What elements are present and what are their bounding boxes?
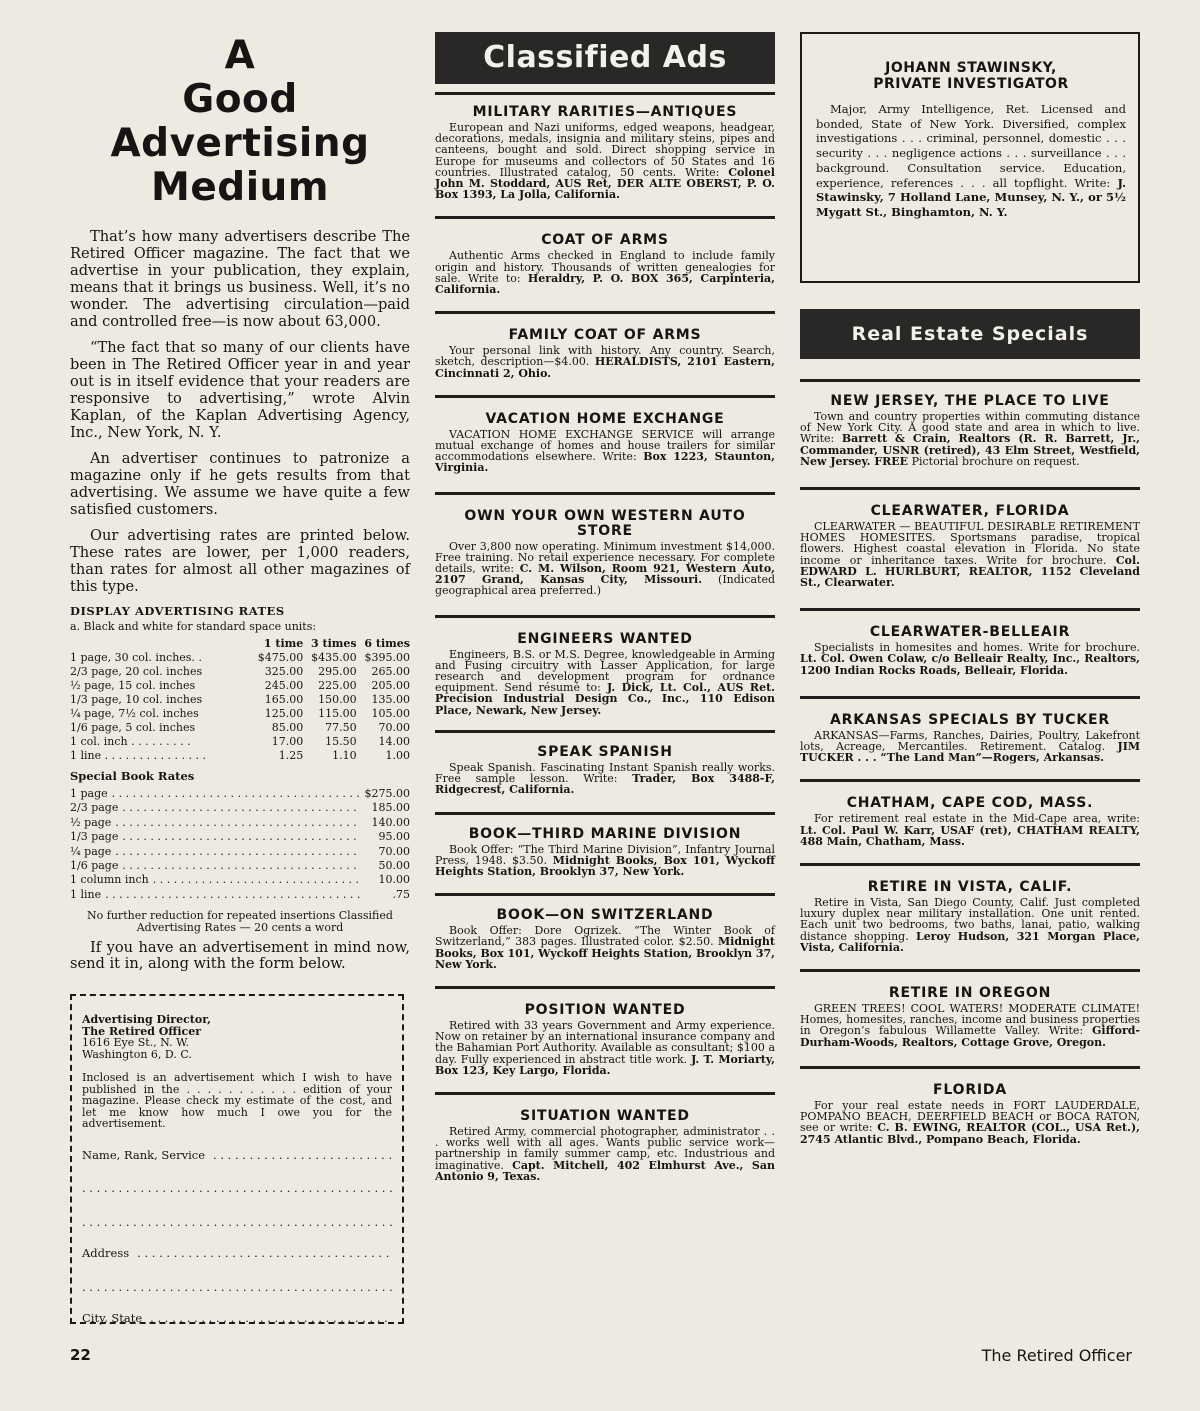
ad-body [435,925,775,970]
rates-cell: 295.00 [318,665,357,678]
ad-contact: Midnight Books, Box 101, Wyckoff Heights Station, Brooklyn 37, New York. [435,853,775,878]
rates-header: 6 times [364,637,410,650]
divider [800,969,1140,972]
classified-ad [800,504,1140,588]
rates-cell: 245.00 [264,679,304,692]
special-rate-value: 95.00 [378,830,410,844]
real-estate-ads-list [800,379,1140,1145]
real-estate-banner: Real Estate Specials [800,309,1140,359]
special-rate-label: 1 column inch [70,873,149,887]
rates-row [70,679,410,693]
divider [435,812,775,815]
rates-row-label: 1 col. inch . . . . . . . . . [70,735,191,748]
special-rates-heading: Special Book Rates [70,769,195,783]
rates-row-label: ½ page, 15 col. inches [70,679,196,692]
ad-contact: JIM TUCKER . . . “The Land Man”—Rogers, Arkansas. [800,740,1141,765]
classified-ad [800,796,1140,847]
classified-ad [435,1109,775,1182]
rates-subheading: a. Black and white for standard space units: [70,620,317,633]
headline [70,34,410,210]
rates-header-row [70,637,410,651]
ad-body [800,521,1140,588]
rates-cell: 265.00 [371,665,410,678]
city-state-label: City, State [82,1311,143,1325]
rates-row-label: 1/3 page, 10 col. inches [70,693,203,706]
ad-body [800,813,1140,847]
ad-contact: Lt. Col. Owen Colaw, c/o Belleair Realty, Inc., Realtors, 1200 Indian Rocks Roads, Belleair, Florida. [800,652,1140,677]
classified-ad [435,1003,775,1076]
headline-line: Advertising [110,121,370,166]
ad-body [435,250,775,295]
ad-contact: Box 1223, Staunton, Virginia. [435,450,775,475]
ad-body [800,642,1140,676]
classified-ad [800,986,1140,1048]
rates-cell: 165.00 [264,693,304,706]
divider [800,779,1140,782]
special-rate-label: 2/3 page [70,801,119,815]
ad-body [435,122,775,200]
ad-title: ENGINEERS WANTED [517,630,693,647]
rates-row [70,721,410,735]
ad-title: CLEARWATER-BELLEAIR [869,624,1071,641]
ad-text: Retired with 33 years Government and Army experience. Now on retainer by an international insurance company and the Bahamian Port Authority. Available as consultant; $100 a day. Fully experienced in abstract title work. [435,1018,775,1066]
rates-row-label: 1 page, 30 col. inches. . [70,651,202,664]
special-rate-value: 70.00 [378,844,410,858]
ad-text: Authentic Arms checked in England to include family origin and history. Thousands of written genealogies for sale. Write to: [435,249,775,285]
ad-contact: Barrett & Crain, Realtors (R. R. Barrett, Jr., Commander, USNR (retired), 43 Elm Street, Westfield, New Jersey. FREE [800,432,1140,468]
ad-title: FLORIDA [933,1081,1007,1098]
classified-ad [435,509,775,597]
special-rate-value: .75 [392,887,410,901]
blank-line[interactable] [82,1183,392,1195]
rates-cell: 14.00 [378,735,410,748]
classified-ad [435,328,775,379]
rates-row [70,735,410,749]
intro-paragraph: That’s how many advertisers describe The Retired Officer magazine. The fact that we advertise in your publication, they explain, means that it brings us business. Well, it’s no wonder. The advertising circulation—paid and controlled free—is now about 63,000. [70,228,410,330]
classified-ad [435,908,775,970]
form-address-line: The Retired Officer [82,1024,202,1038]
classified-ad [435,412,775,474]
address-field-label: Address [82,1246,130,1260]
rates-cell: 205.00 [371,679,410,692]
investigator-title [816,60,1126,92]
rates-cell: $475.00 [257,651,304,664]
ad-body [435,429,775,474]
ad-text: ARKANSAS—Farms, Ranches, Dairies, Poultry, Lakefront lots, Acreage, Mercantiles. Retirement. Catalog. [800,728,1140,754]
divider [435,615,775,618]
headline-line: Medium [151,165,329,210]
rates-heading: DISPLAY ADVERTISING RATES [70,604,285,618]
ad-contact: Lt. Col. Paul W. Karr, USAF (ret), CHATHAM REALTY, 488 Main, Chatham, Mass. [800,823,1140,848]
ad-body [435,541,775,597]
ad-text: Over 3,800 now operating. Minimum investment $14,000. Free training. No retail experience necessary. For complete details, write: [435,539,775,576]
ad-contact: HERALDISTS, 2101 Eastern, Cincinnati 2, Ohio. [435,355,775,380]
rates-cell: 15.50 [325,735,357,748]
special-rate-value: 10.00 [378,873,410,887]
ad-contact: C. M. Wilson, Room 921, Western Auto, 2107 Grand, Kansas City, Missouri. [435,562,776,587]
ad-contact: J. Dick, Lt. Col., AUS Ret. Precision Industrial Design Co., Inc., 110 Edison Place, Newark, New Jersey. [435,681,775,717]
ad-contact: Trader, Box 3488-F, Ridgecrest, California. [435,772,776,797]
classified-ad [435,827,775,878]
ad-title: ARKANSAS SPECIALS BY TUCKER [830,711,1110,728]
rates-cell: 77.50 [325,721,357,734]
classified-ad [435,745,775,796]
divider [435,92,775,95]
ad-body [435,345,775,379]
ad-text: Your personal link with history. Any country. Search, sketch, description—$4.00. [435,344,775,369]
rates-cell: 1.10 [332,749,357,762]
ad-text: Retired Army, commercial photographer, administrator . . . works well with all ages. Wants public service work—partnership in family summer camp, etc. Industrious and imaginative. [435,1124,775,1172]
special-rates-list [70,787,410,902]
headline-line: Good [182,77,298,122]
address-field[interactable] [82,1248,392,1260]
special-rate-value: 140.00 [371,815,410,829]
ad-tail: (Indicated geographical area preferred.) [435,573,776,598]
special-rate-label: 1 line [70,887,102,901]
ad-body [800,897,1140,953]
classified-ad [800,880,1140,953]
divider [435,893,775,896]
special-rate-value: 185.00 [371,801,410,815]
ad-contact: C. B. EWING, REALTOR (COL., USA Ret.), 2745 Atlantic Blvd., Pompano Beach, Florida. [800,1121,1141,1146]
classified-ad [800,625,1140,676]
ad-contact: Capt. Mitchell, 402 Elmhurst Ave., San Antonio 9, Texas. [435,1158,775,1183]
divider [435,730,775,733]
ad-text: Town and country properties within commuting distance of New York City. A good state and area in which to live. Write: [800,410,1140,446]
ad-body [435,844,775,878]
intro-paragraph: An advertiser continues to patronize a magazine only if he gets results from that advertising. We assume we have quite a few satisfied customers. [70,450,410,518]
ad-contact: Heraldry, P. O. BOX 365, Carpinteria, California. [435,271,775,297]
magazine-name: The Retired Officer [981,1346,1132,1365]
rates-cell: 70.00 [378,721,410,734]
real-estate-column [800,28,1140,1145]
display-rates-table [70,637,410,763]
ad-title: COAT OF ARMS [541,232,669,249]
classified-ad [800,1083,1140,1145]
form-address-line: Washington 6, D. C. [82,1047,192,1061]
special-rate-label: 1 page [70,787,108,800]
name-field[interactable] [82,1147,392,1162]
special-rate-row [70,801,410,815]
divider [435,986,775,989]
blank-line[interactable] [82,1282,392,1294]
rates-cell: 150.00 [318,693,357,706]
ad-contact: Leroy Hudson, 321 Morgan Place, Vista, California. [800,929,1141,954]
rates-note: No further reduction for repeated insertions Classified Advertising Rates — 20 cents a word [87,909,393,935]
classified-ad [435,105,775,200]
form-text: Inclosed is an advertisement which I wish to have published in the . . . . . . . . . . . edition of your magazine. Please check my estimate of the cost, and let me know how much I owe you for the advertisement. [82,1071,392,1130]
form-address [82,1014,392,1060]
classified-ad [435,632,775,716]
ad-title: OWN YOUR OWN WESTERN AUTO STORE [464,507,746,539]
special-rate-row [70,845,410,859]
ad-contact: Col. EDWARD L. HURLBURT, REALTOR, 1152 Cleveland St., Clearwater. [800,553,1140,590]
rates-cell: 85.00 [271,721,304,734]
divider [435,492,775,495]
divider [800,608,1140,611]
ad-body [435,649,775,716]
investigator-title-line: PRIVATE INVESTIGATOR [873,76,1069,92]
special-rate-label: ¼ page [70,844,112,858]
rates-row-label: 2/3 page, 20 col. inches [70,665,203,678]
page-number: 22 [70,1346,91,1364]
divider [800,379,1140,382]
special-rate-row [70,787,410,801]
divider [800,696,1140,699]
investigator-text [816,102,1126,220]
ad-text: Specialists in homesites and homes. Write for brochure. [814,641,1140,655]
ad-text: Book Offer: Dore Ogrizek. “The Winter Book of Switzerland,” 383 pages. Illustrated color. $2.50. [435,924,775,949]
ad-title: BOOK—THIRD MARINE DIVISION [468,825,742,842]
closing-paragraph: If you have an advertisement in mind now, send it in, along with the form below. [70,939,410,973]
rates-cell: 17.00 [271,735,304,748]
classified-ad [800,713,1140,764]
ad-text: Engineers, B.S. or M.S. Degree, knowledgeable in Arming and Fusing circuitry with Lasser Application, for large research and development program for ordnance equipment. Send résumé to: [435,647,775,695]
divider [800,1066,1140,1069]
special-rate-row [70,888,410,902]
ad-title: SPEAK SPANISH [537,743,673,760]
form-address-line: Advertising Director, [82,1013,212,1026]
city-state-field[interactable] [82,1313,392,1325]
rates-cell: 115.00 [318,707,357,720]
classified-ad [435,233,775,295]
rates-row [70,651,410,665]
ad-text: VACATION HOME EXCHANGE SERVICE will arrange mutual exchange of homes and house trailers for similar accommodations elsewhere. Write: [435,427,775,464]
ad-text: For your real estate needs in FORT LAUDERDALE, POMPANO BEACH, DEERFIELD BEACH or BOCA RATON, see or write: [800,1098,1140,1135]
special-rate-row [70,859,410,873]
classified-column [435,28,775,1182]
ad-body [435,1126,775,1182]
rates-row [70,693,410,707]
ad-text: Speak Spanish. Fascinating Instant Spanish really works. Free sample lesson. Write: [435,760,775,786]
ad-contact: J. T. Moriarty, Box 123, Key Largo, Florida. [435,1052,776,1077]
ad-title: RETIRE IN OREGON [888,985,1052,1002]
ad-title: SITUATION WANTED [520,1107,690,1124]
ad-title: CLEARWATER, FLORIDA [870,503,1070,520]
ad-text: GREEN TREES! COOL WATERS! MODERATE CLIMATE! Homes, homesites, ranches, income and business properties in Oregon’s fabulous Willamette Valley. Write: [800,1002,1140,1038]
special-rate-row [70,830,410,844]
rates-cell: 135.00 [371,693,410,706]
rates-row [70,665,410,679]
divider [800,487,1140,490]
rates-cell: $395.00 [364,651,410,664]
rates-row-label: ¼ page, 7½ col. inches [70,707,199,720]
rates-header [70,637,250,651]
rates-row [70,749,410,763]
rates-cell: 325.00 [264,665,304,678]
rates-cell: 1.25 [278,749,304,762]
ad-contact: Gifford-Durham-Woods, Realtors, Cottage Grove, Oregon. [800,1024,1140,1049]
ad-contact: Midnight Books, Box 101, Wyckoff Heights Station, Brooklyn 37, New York. [435,935,775,971]
investigator-contact: J. Stawinsky, 7 Holland Lane, Munsey, N. Y., or 5½ Mygatt St., Binghamton, N. Y. [816,175,1126,219]
ad-body [435,762,775,796]
ad-contact: Colonel John M. Stoddard, AUS Ret, DER ALTE OBERST, P. O. Box 1393, La Jolla, California. [435,165,775,202]
rates-header: 3 times [311,637,357,650]
ad-tail: Pictorial brochure on request. [911,454,1080,468]
divider [800,863,1140,866]
ad-title: CHATHAM, CAPE COD, MASS. [846,795,1094,812]
investigator-ad [800,32,1140,283]
divider [435,395,775,398]
rates-cell: 1.00 [385,749,410,762]
special-rate-label: ½ page [70,815,112,829]
special-rate-row [70,873,410,887]
rates-cell: $435.00 [311,651,357,664]
investigator-title-line: JOHANN STAWINSKY, [885,60,1057,76]
ad-body [435,1020,775,1076]
name-field-label: Name, Rank, Service [82,1147,206,1162]
rates-row-label: 1/6 page, 5 col. inches [70,721,196,734]
ad-body [800,1003,1140,1048]
divider [435,216,775,219]
form-address-line: 1616 Eye St., N. W. [82,1036,189,1049]
ad-body [800,730,1140,764]
ad-text: For retirement real estate in the Mid-Cape area, write: [814,812,1140,826]
ad-body [800,1100,1140,1145]
classified-ad [800,394,1140,467]
divider [435,1092,775,1095]
ad-text: Book Offer: “The Third Marine Division”, Infantry Journal Press, 1948. $3.50. [435,842,775,867]
advertising-info-column [70,28,410,972]
classified-ads-list [435,92,775,1182]
divider [435,311,775,314]
special-rate-label: 1/6 page [70,859,119,873]
ad-text: Retire in Vista, San Diego County, Calif. Just completed luxury duplex near military installation. One unit rented. Each unit two bedrooms, two baths, lanai, patio, walking distance shopping. [800,896,1140,943]
classified-banner: Classified Ads [435,32,775,84]
ad-title: POSITION WANTED [524,1001,686,1018]
headline-line: A [224,33,256,78]
ad-title: MILITARY RARITIES—ANTIQUES [472,104,738,120]
investigator-body: Major, Army Intelligence, Ret. Licensed and bonded, State of New York. Diversified, complex investigations . . . criminal, personnel, domestic . . . security . . . negligence actions . . . surveillance . . . background. Consultation service. Education, experience, references . . . all topflight. Write: [816,102,1126,190]
ad-title: VACATION HOME EXCHANGE [485,410,725,427]
intro-paragraph: Our advertising rates are printed below. These rates are lower, per 1,000 readers, than rates for almost all other magazines of this type. [70,527,410,595]
special-rate-row [70,816,410,830]
special-rate-value: 50.00 [378,859,410,873]
special-rate-value: $275.00 [364,787,410,800]
ad-body [800,411,1140,467]
rates-cell: 125.00 [264,707,304,720]
rates-header: 1 time [263,637,304,650]
rates-cell: 225.00 [318,679,357,692]
rates-row [70,707,410,721]
rates-row-label: 1 line . . . . . . . . . . . . . . . [70,749,207,762]
ad-title: BOOK—ON SWITZERLAND [496,907,714,924]
order-form [70,994,404,1324]
ad-text: European and Nazi uniforms, edged weapons, headgear, decorations, medals, insignia and military steins, pipes and canteens, bought and sold. Direct shopping service in Europe for museums and collectors of 50 States and 16 countries. Illustrated catalog, 50 cents. Write: [435,121,775,179]
ad-title: FAMILY COAT OF ARMS [508,327,702,344]
intro-paragraph: “The fact that so many of our clients have been in The Retired Officer year in and year out is in itself evidence that your readers are responsive to advertising,” wrote Alvin Kaplan, of the Kaplan Advertising Agency, Inc., New York, N. Y. [70,339,410,441]
special-rate-label: 1/3 page [70,830,119,844]
ad-text: CLEARWATER — BEAUTIFUL DESIRABLE RETIREMENT HOMES HOMESITES. Sportsmans paradise, tropical flowers. Highest coastal elevation in Florida. No state income or inheritance taxes. Write for brochure. [800,520,1140,567]
ad-title: RETIRE IN VISTA, CALIF. [867,879,1073,896]
ad-title: NEW JERSEY, THE PLACE TO LIVE [830,393,1110,409]
blank-line[interactable] [82,1217,392,1229]
rates-cell: 105.00 [371,707,410,720]
